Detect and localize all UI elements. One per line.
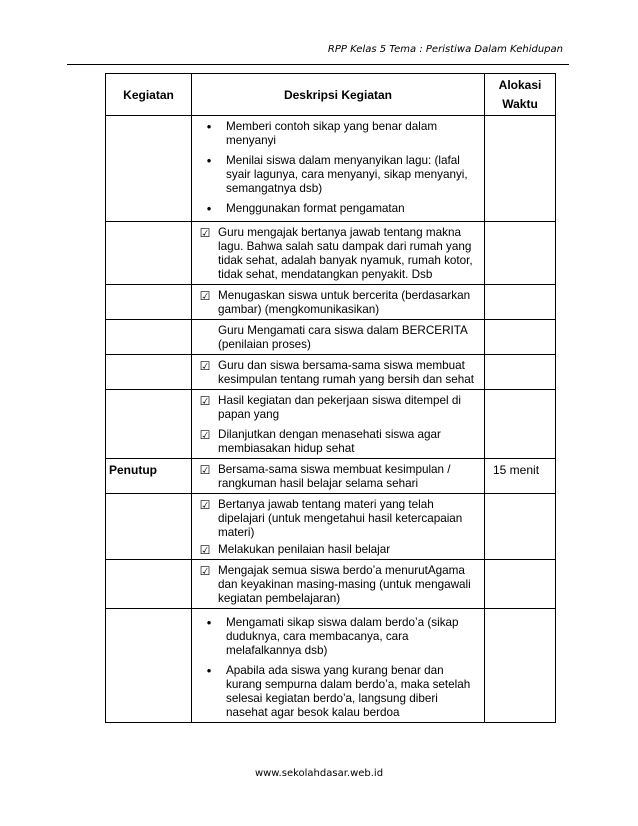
bullet-icon: •	[206, 153, 212, 168]
deskripsi-cell	[192, 116, 485, 222]
list-item: ☑ Mengajak semua siswa berdo’a menurutAgama dan keyakinan masing-masing (untuk mengawali kegiatan pembelajaran)	[192, 563, 484, 608]
page-header: RPP Kelas 5 Tema : Peristiwa Dalam Kehidupan	[327, 44, 563, 55]
list-item: ☑ Melakukan penilaian hasil belajar	[192, 542, 484, 559]
header-kegiatan: Kegiatan	[106, 74, 192, 116]
bullet-icon: •	[206, 201, 212, 216]
kegiatan-cell	[106, 222, 192, 285]
kegiatan-cell	[106, 320, 192, 355]
header-rule	[67, 64, 569, 65]
bullet-icon: •	[206, 663, 212, 678]
checked-box-icon: ☑	[199, 463, 211, 477]
list-item: ☑ Guru mengajak bertanya jawab tentang makna lagu. Bahwa salah satu dampak dari rumah yang tidak sehat, adalah banyak nyamuk, rumah kotor, tidak sehat, mendatangkan penyakit. Dsb	[192, 225, 484, 284]
checked-box-icon: ☑	[199, 498, 211, 512]
alokasi-cell	[485, 390, 556, 459]
checked-box-icon: ☑	[199, 564, 211, 578]
list-item: ☑ Menugaskan siswa untuk bercerita (berdasarkan gambar) (mengkomunikasikan)	[192, 288, 484, 319]
table-header-row	[106, 74, 556, 116]
list-item: • Apabila ada siswa yang kurang benar dan kurang sempurna dalam berdo’a, maka setelah selesai kegiatan berdo’a, langsung diberi nasehat agar besok kalau berdoa	[192, 663, 484, 722]
header-deskripsi: Deskripsi Kegiatan	[192, 74, 485, 116]
table-row	[106, 459, 556, 494]
table-row	[106, 320, 556, 355]
checked-box-icon: ☑	[199, 289, 211, 303]
alokasi-penutup: 15 menit	[485, 459, 556, 494]
list-item: ☑ Guru dan siswa bersama-sama siswa membuat kesimpulan tentang rumah yang bersih dan sehat	[192, 358, 484, 389]
bullet-icon: •	[206, 119, 212, 134]
activity-table	[105, 73, 556, 723]
table-row	[106, 355, 556, 390]
list-item: • Memberi contoh sikap yang benar dalam menyanyi	[192, 119, 484, 150]
deskripsi-cell	[192, 609, 485, 723]
checked-box-icon: ☑	[199, 428, 211, 442]
kegiatan-cell	[106, 609, 192, 723]
kegiatan-cell	[106, 355, 192, 390]
alokasi-cell	[485, 285, 556, 320]
list-item: ☑ Dilanjutkan dengan menasehati siswa agar membiasakan hidup sehat	[192, 427, 484, 458]
table-row	[106, 609, 556, 723]
kegiatan-penutup: Penutup	[106, 459, 192, 494]
list-item: ☑ Bertanya jawab tentang materi yang telah dipelajari (untuk mengetahui hasil ketercapaian materi)	[192, 497, 484, 542]
table-row	[106, 222, 556, 285]
alokasi-cell	[485, 609, 556, 723]
list-item: • Mengamati sikap siswa dalam berdo’a (sikap duduknya, cara membacanya, cara melafalkannya dsb)	[192, 615, 484, 660]
kegiatan-cell	[106, 390, 192, 459]
deskripsi-cell	[192, 494, 485, 560]
kegiatan-cell	[106, 560, 192, 609]
alokasi-cell	[485, 494, 556, 560]
table-row	[106, 285, 556, 320]
alokasi-cell	[485, 560, 556, 609]
kegiatan-cell	[106, 116, 192, 222]
checked-box-icon: ☑	[199, 226, 211, 240]
bullet-icon: •	[206, 615, 212, 630]
alokasi-cell	[485, 116, 556, 222]
alokasi-cell	[485, 222, 556, 285]
deskripsi-cell	[192, 285, 485, 320]
table-row	[106, 390, 556, 459]
checked-box-icon: ☑	[199, 394, 211, 408]
deskripsi-cell	[192, 560, 485, 609]
list-item: • Menggunakan format pengamatan	[192, 201, 484, 218]
checked-box-icon: ☑	[199, 543, 211, 557]
table-row	[106, 116, 556, 222]
deskripsi-cell	[192, 222, 485, 285]
list-item: Guru Mengamati cara siswa dalam BERCERITA (penilaian proses)	[218, 324, 468, 351]
table-row	[106, 560, 556, 609]
header-alokasi: Alokasi Waktu	[485, 74, 556, 116]
page-footer: www.sekolahdasar.web.id	[254, 768, 384, 779]
checked-box-icon: ☑	[199, 359, 211, 373]
kegiatan-cell	[106, 494, 192, 560]
list-item: ☑ Bersama-sama siswa membuat kesimpulan / rangkuman hasil belajar selama sehari	[192, 462, 484, 493]
alokasi-cell	[485, 320, 556, 355]
deskripsi-cell	[192, 459, 485, 494]
table-row	[106, 494, 556, 560]
deskripsi-cell	[192, 355, 485, 390]
kegiatan-cell	[106, 285, 192, 320]
deskripsi-cell	[192, 320, 485, 355]
list-item: ☑ Hasil kegiatan dan pekerjaan siswa ditempel di papan yang	[192, 393, 484, 424]
deskripsi-cell	[192, 390, 485, 459]
alokasi-cell	[485, 355, 556, 390]
list-item: • Menilai siswa dalam menyanyikan lagu: (lafal syair lagunya, cara menyanyi, sikap menyanyi, semangatnya dsb)	[192, 153, 484, 198]
